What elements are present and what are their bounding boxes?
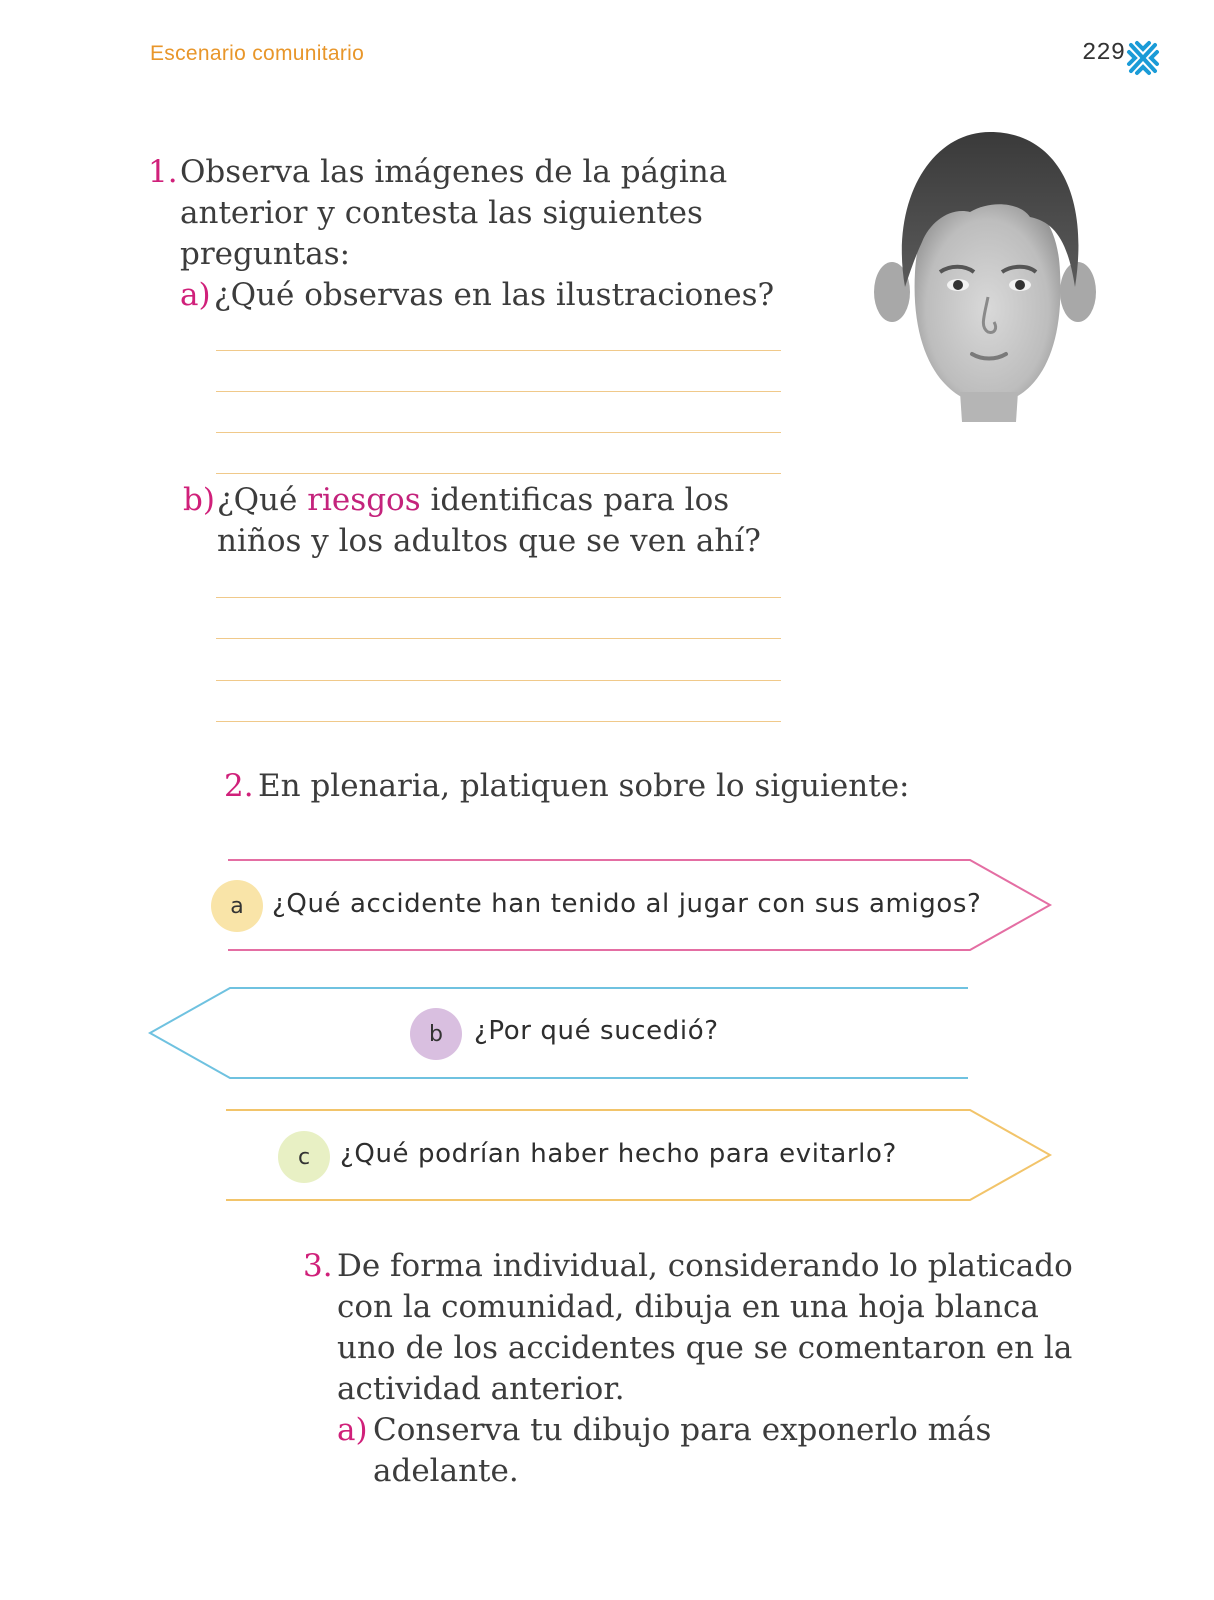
- question-3: [303, 1246, 1103, 1492]
- question-3a-line-2: adelante.: [373, 1453, 519, 1489]
- question-1a-text: ¿Qué observas en las ilustraciones?: [214, 277, 775, 313]
- question-3-line-1: De forma individual, considerando lo platicado: [337, 1248, 1073, 1284]
- question-1-line-3: preguntas:: [180, 236, 351, 272]
- question-1a-label: a): [180, 277, 211, 313]
- question-3a-line-1: Conserva tu dibujo para exponerlo más: [373, 1412, 992, 1448]
- keyword-riesgos: riesgos: [307, 482, 421, 518]
- question-1-number: 1.: [148, 154, 178, 190]
- question-1b-pre: ¿Qué: [217, 482, 308, 518]
- question-1b-post: identificas para los: [420, 482, 730, 518]
- question-1b-line-2: niños y los adultos que se ven ahí?: [217, 523, 761, 559]
- question-1-line-2: anterior y contesta las siguientes: [180, 195, 703, 231]
- question-2-number: 2.: [224, 768, 254, 804]
- arrow-a-text: ¿Qué accidente han tenido al jugar con sus amigos?: [272, 889, 982, 919]
- question-3-line-4: actividad anterior.: [337, 1371, 625, 1407]
- question-3-number: 3.: [303, 1248, 333, 1284]
- badge-b: b: [410, 1008, 462, 1060]
- badge-c: c: [278, 1131, 330, 1183]
- question-2-text: En plenaria, platiquen sobre lo siguiente:: [258, 768, 910, 804]
- arrow-c-text: ¿Qué podrían haber hecho para evitarlo?: [340, 1139, 897, 1169]
- question-3a-label: a): [337, 1412, 368, 1448]
- question-1-line-1: Observa las imágenes de la página: [180, 154, 728, 190]
- question-3-line-3: uno de los accidentes que se comentaron en la: [337, 1330, 1073, 1366]
- page-number: 229: [1082, 40, 1126, 67]
- question-1b-label: b): [183, 482, 215, 518]
- arrow-b-text: ¿Por qué sucedió?: [474, 1016, 719, 1046]
- question-3-line-2: con la comunidad, dibuja en una hoja blanca: [337, 1289, 1039, 1325]
- section-title: Escenario comunitario: [150, 42, 365, 65]
- badge-a: a: [211, 880, 263, 932]
